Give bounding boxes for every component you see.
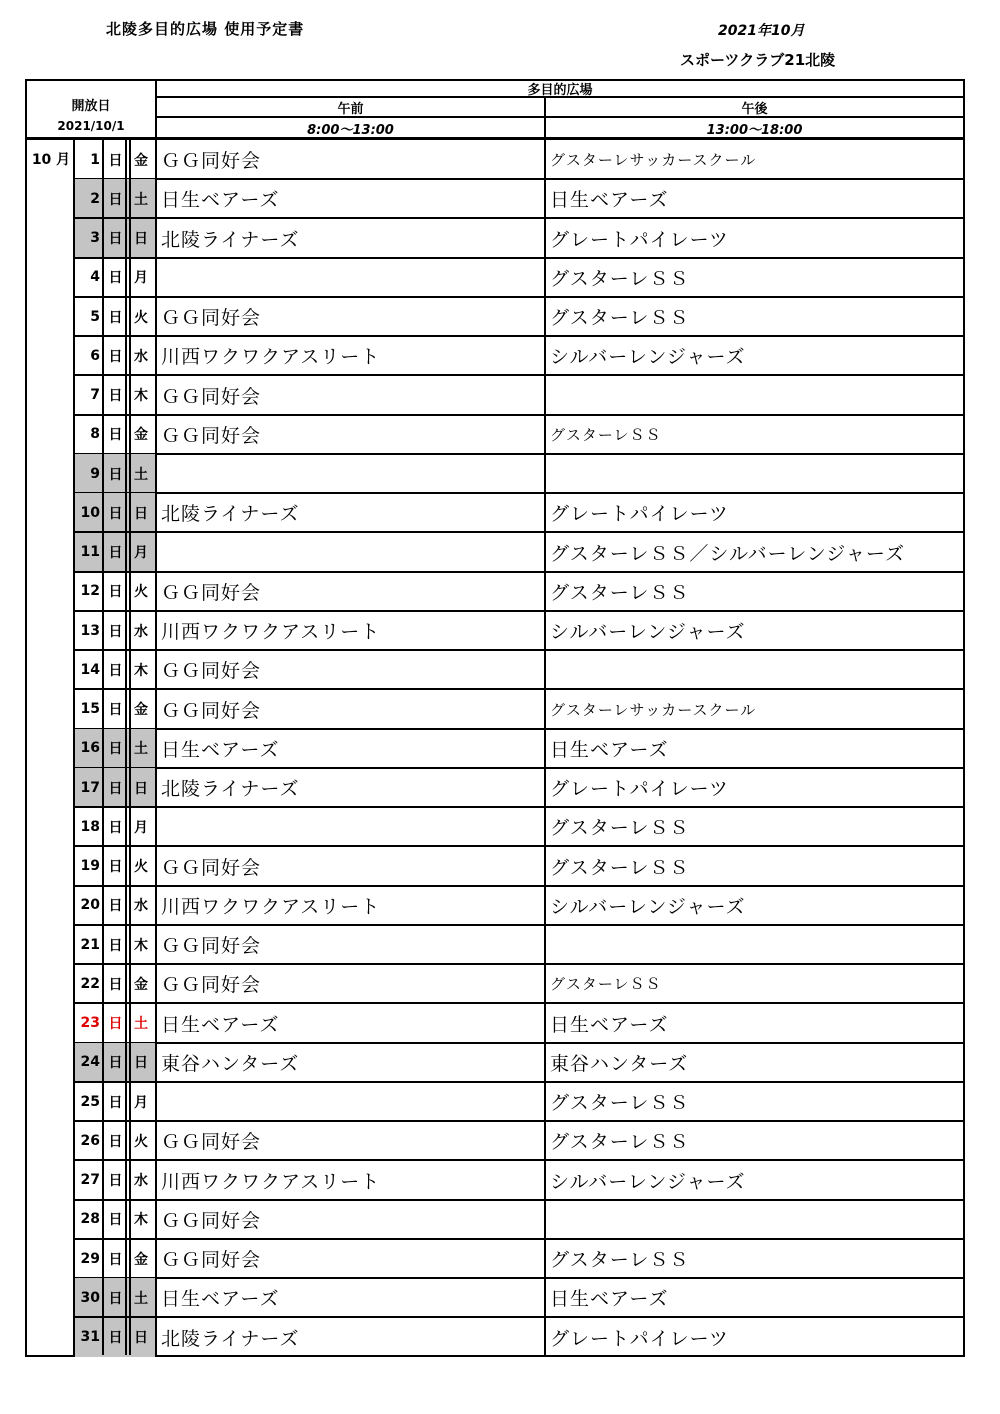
pm-booking: グスターレＳＳ／シルバーレンジャーズ bbox=[550, 542, 905, 565]
day-number: 20 bbox=[80, 897, 100, 914]
weekday: 木 bbox=[134, 662, 148, 679]
am-booking bbox=[157, 258, 544, 297]
pm-booking bbox=[546, 1200, 963, 1239]
column-divider bbox=[544, 140, 546, 1355]
open-day-label: 開放日 bbox=[71, 99, 111, 114]
pm-booking: 東谷ハンターズ bbox=[550, 1052, 689, 1075]
weekday: 日 bbox=[127, 1043, 155, 1082]
am-booking: 東谷ハンターズ bbox=[161, 1052, 300, 1075]
weekday: 金 bbox=[134, 427, 148, 444]
schedule-row bbox=[27, 1239, 963, 1278]
pm-booking: グレートパイレーツ bbox=[550, 1327, 729, 1350]
day-unit: 日 bbox=[108, 1094, 123, 1111]
day-unit: 日 bbox=[108, 270, 123, 287]
day-unit: 日 bbox=[108, 348, 123, 365]
day-unit: 日 bbox=[108, 584, 123, 601]
day-number: 17 bbox=[75, 768, 104, 807]
open-day-date: 2021/10/1 bbox=[57, 119, 125, 133]
pm-booking: シルバーレンジャーズ bbox=[550, 895, 746, 918]
weekday: 月 bbox=[134, 819, 148, 836]
day-number: 2 bbox=[75, 179, 104, 218]
pm-booking: 日生ベアーズ bbox=[550, 1288, 669, 1311]
pm-time: 13:00～18:00 bbox=[706, 123, 803, 138]
weekday: 木 bbox=[134, 1212, 148, 1229]
weekday: 木 bbox=[134, 388, 148, 404]
weekday: 金 bbox=[134, 976, 148, 993]
schedule-table bbox=[25, 79, 965, 1357]
day-unit: 日 bbox=[104, 1278, 127, 1317]
weekday: 日 bbox=[127, 768, 155, 807]
weekday: 金 bbox=[134, 702, 148, 718]
day-number: 27 bbox=[80, 1172, 100, 1188]
pm-booking: グスターレＳＳ bbox=[550, 425, 662, 444]
day-number: 22 bbox=[80, 975, 100, 992]
day-number: 10 bbox=[75, 493, 104, 532]
pm-booking: 日生ベアーズ bbox=[550, 1013, 669, 1036]
day-unit: 日 bbox=[108, 309, 123, 326]
day-unit: 日 bbox=[108, 898, 123, 915]
am-booking: ＧＧ同好会 bbox=[161, 856, 262, 879]
column-divider bbox=[155, 140, 157, 1355]
am-booking: 川西ワクワクアスリート bbox=[161, 895, 381, 918]
weekday: 日 bbox=[127, 493, 155, 532]
pm-booking: グスターレサッカースクール bbox=[550, 151, 757, 169]
schedule-row bbox=[27, 297, 963, 336]
am-booking: ＧＧ同好会 bbox=[161, 699, 262, 722]
schedule-row bbox=[27, 1121, 963, 1160]
am-booking: ＧＧ同好会 bbox=[161, 935, 262, 957]
weekday: 土 bbox=[134, 1016, 148, 1032]
pm-booking: グスターレＳＳ bbox=[550, 581, 690, 604]
pm-booking: グスターレＳＳ bbox=[550, 1092, 690, 1114]
schedule-row bbox=[27, 533, 963, 572]
schedule-row bbox=[27, 768, 963, 807]
weekday: 日 bbox=[127, 219, 155, 258]
schedule-row bbox=[27, 179, 963, 218]
pm-booking: グスターレＳＳ bbox=[550, 1131, 690, 1154]
day-unit: 日 bbox=[104, 533, 127, 572]
day-unit: 日 bbox=[104, 219, 127, 258]
day-unit: 日 bbox=[104, 768, 127, 807]
pm-booking: グレートパイレーツ bbox=[550, 228, 729, 251]
column-divider bbox=[125, 140, 127, 1355]
weekday: 水 bbox=[134, 348, 148, 365]
schedule-row bbox=[27, 1200, 963, 1239]
weekday: 火 bbox=[134, 584, 148, 601]
weekday: 火 bbox=[134, 859, 148, 875]
column-divider bbox=[129, 140, 131, 1355]
am-booking: 日生ベアーズ bbox=[161, 1288, 280, 1311]
day-unit: 日 bbox=[108, 976, 123, 993]
weekday: 月 bbox=[134, 1094, 148, 1111]
day-unit: 日 bbox=[108, 623, 123, 640]
day-number: 1 bbox=[90, 151, 100, 168]
pm-booking bbox=[546, 454, 963, 493]
am-booking: 北陵ライナーズ bbox=[161, 228, 300, 251]
pm-booking: グスターレＳＳ bbox=[550, 1249, 690, 1271]
am-booking: 川西ワクワクアスリート bbox=[161, 346, 381, 369]
day-unit: 日 bbox=[104, 454, 127, 493]
schedule-row bbox=[27, 1082, 963, 1121]
day-number: 21 bbox=[80, 936, 100, 953]
am-booking bbox=[157, 1082, 544, 1121]
am-booking bbox=[157, 454, 544, 493]
weekday: 土 bbox=[127, 179, 155, 218]
day-number: 15 bbox=[80, 701, 100, 717]
am-booking: 北陵ライナーズ bbox=[161, 503, 300, 526]
day-number: 16 bbox=[75, 729, 104, 768]
schedule-row bbox=[27, 690, 963, 729]
pm-booking: グスターレＳＳ bbox=[550, 856, 690, 879]
schedule-row bbox=[27, 336, 963, 375]
weekday: 水 bbox=[134, 1173, 148, 1189]
schedule-row bbox=[27, 572, 963, 611]
am-booking: 川西ワクワクアスリート bbox=[161, 1170, 381, 1193]
weekday: 水 bbox=[134, 898, 148, 915]
pm-booking: 日生ベアーズ bbox=[550, 189, 669, 212]
pm-booking: グスターレＳＳ bbox=[550, 267, 690, 290]
day-unit: 日 bbox=[108, 859, 123, 875]
day-number: 7 bbox=[90, 387, 100, 403]
am-booking: ＧＧ同好会 bbox=[161, 150, 262, 172]
pm-booking: グレートパイレーツ bbox=[550, 778, 729, 800]
day-number: 8 bbox=[90, 426, 100, 443]
weekday: 金 bbox=[134, 152, 148, 169]
am-booking: 日生ベアーズ bbox=[161, 738, 280, 761]
pm-label: 午後 bbox=[741, 102, 768, 117]
pm-booking: グスターレサッカースクール bbox=[550, 700, 757, 719]
weekday: 火 bbox=[134, 1133, 148, 1150]
schedule-row bbox=[27, 258, 963, 297]
day-number: 9 bbox=[75, 454, 104, 493]
weekday: 月 bbox=[134, 270, 148, 287]
day-number: 30 bbox=[75, 1278, 104, 1317]
am-booking: ＧＧ同好会 bbox=[161, 1131, 262, 1154]
weekday: 火 bbox=[134, 309, 148, 326]
day-unit: 日 bbox=[108, 1251, 123, 1268]
pm-booking: シルバーレンジャーズ bbox=[550, 1170, 746, 1193]
column-divider bbox=[102, 140, 104, 1355]
am-booking: ＧＧ同好会 bbox=[161, 1209, 262, 1232]
day-unit: 日 bbox=[108, 937, 123, 954]
day-number: 11 bbox=[75, 533, 104, 572]
day-number: 12 bbox=[80, 583, 100, 600]
day-unit: 日 bbox=[108, 819, 123, 836]
schedule-row bbox=[27, 454, 963, 493]
day-number: 14 bbox=[80, 661, 100, 678]
day-number: 25 bbox=[80, 1093, 100, 1110]
am-booking: ＧＧ同好会 bbox=[161, 424, 262, 447]
day-unit: 日 bbox=[104, 493, 127, 532]
schedule-row bbox=[27, 925, 963, 964]
am-booking: 北陵ライナーズ bbox=[161, 1327, 300, 1350]
day-unit: 日 bbox=[108, 1212, 123, 1229]
weekday: 金 bbox=[134, 1251, 148, 1268]
facility-label: 多目的広場 bbox=[527, 83, 593, 98]
day-unit: 日 bbox=[108, 662, 123, 679]
schedule-row bbox=[27, 1278, 963, 1317]
pm-booking: 日生ベアーズ bbox=[550, 738, 669, 761]
schedule-row bbox=[27, 650, 963, 689]
schedule-row bbox=[27, 1004, 963, 1043]
schedule-row bbox=[27, 611, 963, 650]
pm-booking bbox=[546, 376, 963, 415]
day-number: 19 bbox=[80, 858, 100, 874]
am-booking bbox=[157, 533, 544, 572]
pm-booking: グレートパイレーツ bbox=[550, 503, 729, 526]
weekday: 水 bbox=[134, 623, 148, 640]
day-number: 5 bbox=[90, 308, 100, 325]
day-unit: 日 bbox=[104, 1043, 127, 1082]
schedule-row bbox=[27, 219, 963, 258]
schedule-row bbox=[27, 1043, 963, 1082]
am-time: 8:00～13:00 bbox=[307, 123, 394, 138]
day-unit: 日 bbox=[108, 427, 123, 444]
weekday: 木 bbox=[134, 937, 148, 954]
club-name: スポーツクラブ21北陵 bbox=[680, 51, 836, 69]
day-unit: 日 bbox=[104, 729, 127, 768]
weekday: 土 bbox=[127, 729, 155, 768]
pm-booking: グスターレＳＳ bbox=[550, 307, 690, 329]
pm-booking bbox=[546, 650, 963, 689]
schedule-row bbox=[27, 376, 963, 415]
day-number: 23 bbox=[80, 1015, 100, 1031]
am-booking: ＧＧ同好会 bbox=[161, 307, 262, 329]
am-booking: ＧＧ同好会 bbox=[161, 974, 262, 997]
am-label: 午前 bbox=[337, 102, 364, 117]
document-month: 2021年10月 bbox=[718, 23, 805, 39]
day-number: 3 bbox=[75, 219, 104, 258]
schedule-row bbox=[27, 493, 963, 532]
day-unit: 日 bbox=[104, 1318, 127, 1357]
day-number: 24 bbox=[75, 1043, 104, 1082]
am-booking: ＧＧ同好会 bbox=[161, 660, 262, 683]
am-booking: ＧＧ同好会 bbox=[161, 385, 262, 408]
schedule-row bbox=[27, 847, 963, 886]
am-booking: ＧＧ同好会 bbox=[161, 1249, 262, 1271]
document-title: 北陵多目的広場 使用予定書 bbox=[106, 20, 305, 38]
weekday: 土 bbox=[127, 1278, 155, 1317]
am-booking: 日生ベアーズ bbox=[161, 1013, 280, 1036]
day-unit: 日 bbox=[108, 1173, 123, 1189]
am-booking: 北陵ライナーズ bbox=[161, 778, 300, 800]
schedule-row bbox=[27, 1318, 963, 1357]
am-booking: 川西ワクワクアスリート bbox=[161, 621, 381, 643]
weekday: 月 bbox=[127, 533, 155, 572]
day-unit: 日 bbox=[108, 702, 123, 718]
am-booking bbox=[157, 807, 544, 846]
am-booking: ＧＧ同好会 bbox=[161, 581, 262, 604]
schedule-row bbox=[27, 886, 963, 925]
day-number: 29 bbox=[80, 1250, 100, 1267]
schedule-row bbox=[27, 1161, 963, 1200]
day-number: 26 bbox=[80, 1132, 100, 1149]
weekday: 土 bbox=[127, 454, 155, 493]
day-unit: 日 bbox=[108, 1133, 123, 1150]
schedule-row bbox=[27, 964, 963, 1003]
pm-booking: シルバーレンジャーズ bbox=[550, 346, 746, 369]
day-number: 13 bbox=[80, 622, 100, 639]
day-number: 18 bbox=[80, 818, 100, 835]
schedule-row bbox=[27, 140, 963, 179]
day-number: 31 bbox=[75, 1318, 104, 1357]
schedule-row bbox=[27, 807, 963, 846]
month-label: 10 月 bbox=[31, 152, 71, 168]
am-booking: 日生ベアーズ bbox=[161, 189, 280, 212]
pm-booking: シルバーレンジャーズ bbox=[550, 621, 746, 643]
day-number: 28 bbox=[80, 1211, 100, 1228]
day-unit: 日 bbox=[108, 1016, 123, 1032]
day-unit: 日 bbox=[108, 388, 123, 404]
day-number: 4 bbox=[90, 269, 100, 286]
day-unit: 日 bbox=[108, 152, 123, 169]
pm-booking: グスターレＳＳ bbox=[550, 817, 690, 840]
weekday: 日 bbox=[127, 1318, 155, 1357]
day-unit: 日 bbox=[104, 179, 127, 218]
pm-booking: グスターレＳＳ bbox=[550, 975, 662, 994]
schedule-row bbox=[27, 415, 963, 454]
schedule-row bbox=[27, 729, 963, 768]
day-number: 6 bbox=[90, 347, 100, 364]
column-divider bbox=[73, 140, 75, 1355]
pm-booking bbox=[546, 925, 963, 964]
